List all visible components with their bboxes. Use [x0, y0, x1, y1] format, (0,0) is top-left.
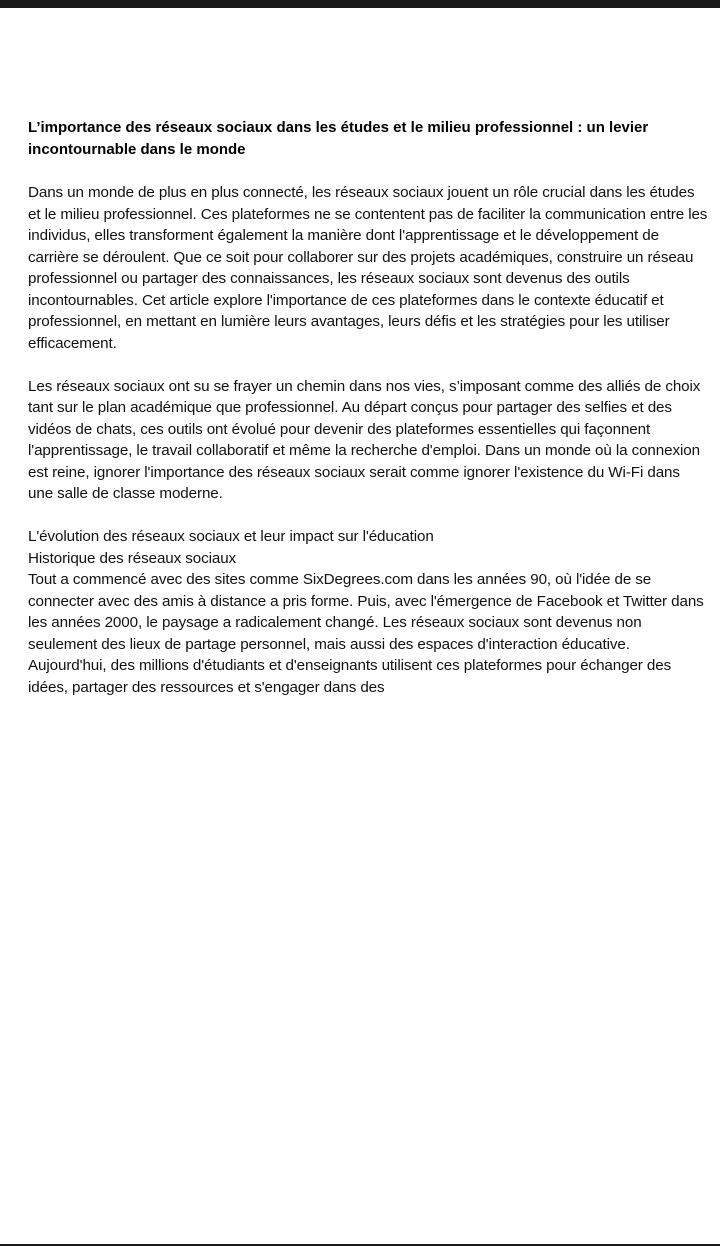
paragraph-2: Les réseaux sociaux ont su se frayer un chemin dans nos vies, s’imposant comme des alliés de choix tant sur le plan académique que professionnel. Au départ conçus pour partager des selfies et des vidéos de chats, ces outils ont évolué pour devenir des plateformes essentielles qui façonnent l'apprentissage, le travail collaboratif et même la recherche d'emploi. Dans un monde où la connexion est reine, ignorer l'importance des réseaux sociaux serait comme ignorer l'existence du Wi-Fi dans une salle de classe moderne. — [28, 377, 701, 502]
paragraph-3: Tout a commencé avec des sites comme SixDegrees.com dans les années 90, où l'idée de se connecter avec des amis à distance a pris forme. Puis, avec l'émergence de Facebook et Twitter dans les années 2000, le paysage a radicalement changé. Les réseaux sociaux sont devenus non seulement des lieux de partage personnel, mais aussi des espaces d'interaction éducative. Aujourd'hui, des millions d'étudiants et d'enseignants utilisent ces plateformes pour échanger des idées, partager des ressources et s'engager dans des — [28, 571, 704, 696]
subsection-heading: Historique des réseaux sociaux — [28, 549, 237, 567]
article-body — [28, 117, 708, 698]
article-title: L’importance des réseaux sociaux dans les études et le milieu professionnel : un levier incontournable dans le monde — [28, 119, 649, 158]
section-heading: L'évolution des réseaux sociaux et leur impact sur l'éducation — [28, 528, 434, 545]
intro-paragraph: Dans un monde de plus en plus connecté, les réseaux sociaux jouent un rôle crucial dans les études et le milieu professionnel. Ces plateformes ne se contentent pas de faciliter la communication entre les individus, elles transforment également la manière dont l'apprentissage et le développement de carrière se déroulent. Que ce soit pour collaborer sur des projets académiques, construire un réseau professionnel ou partager des connaissances, les réseaux sociaux sont devenus des outils incontournables. Cet article explore l'importance de ces plateformes dans le contexte éducatif et professionnel, en mettant en lumière leurs avantages, leurs défis et les stratégies pour les utiliser efficacement. — [28, 184, 708, 352]
top-bar — [0, 0, 720, 8]
